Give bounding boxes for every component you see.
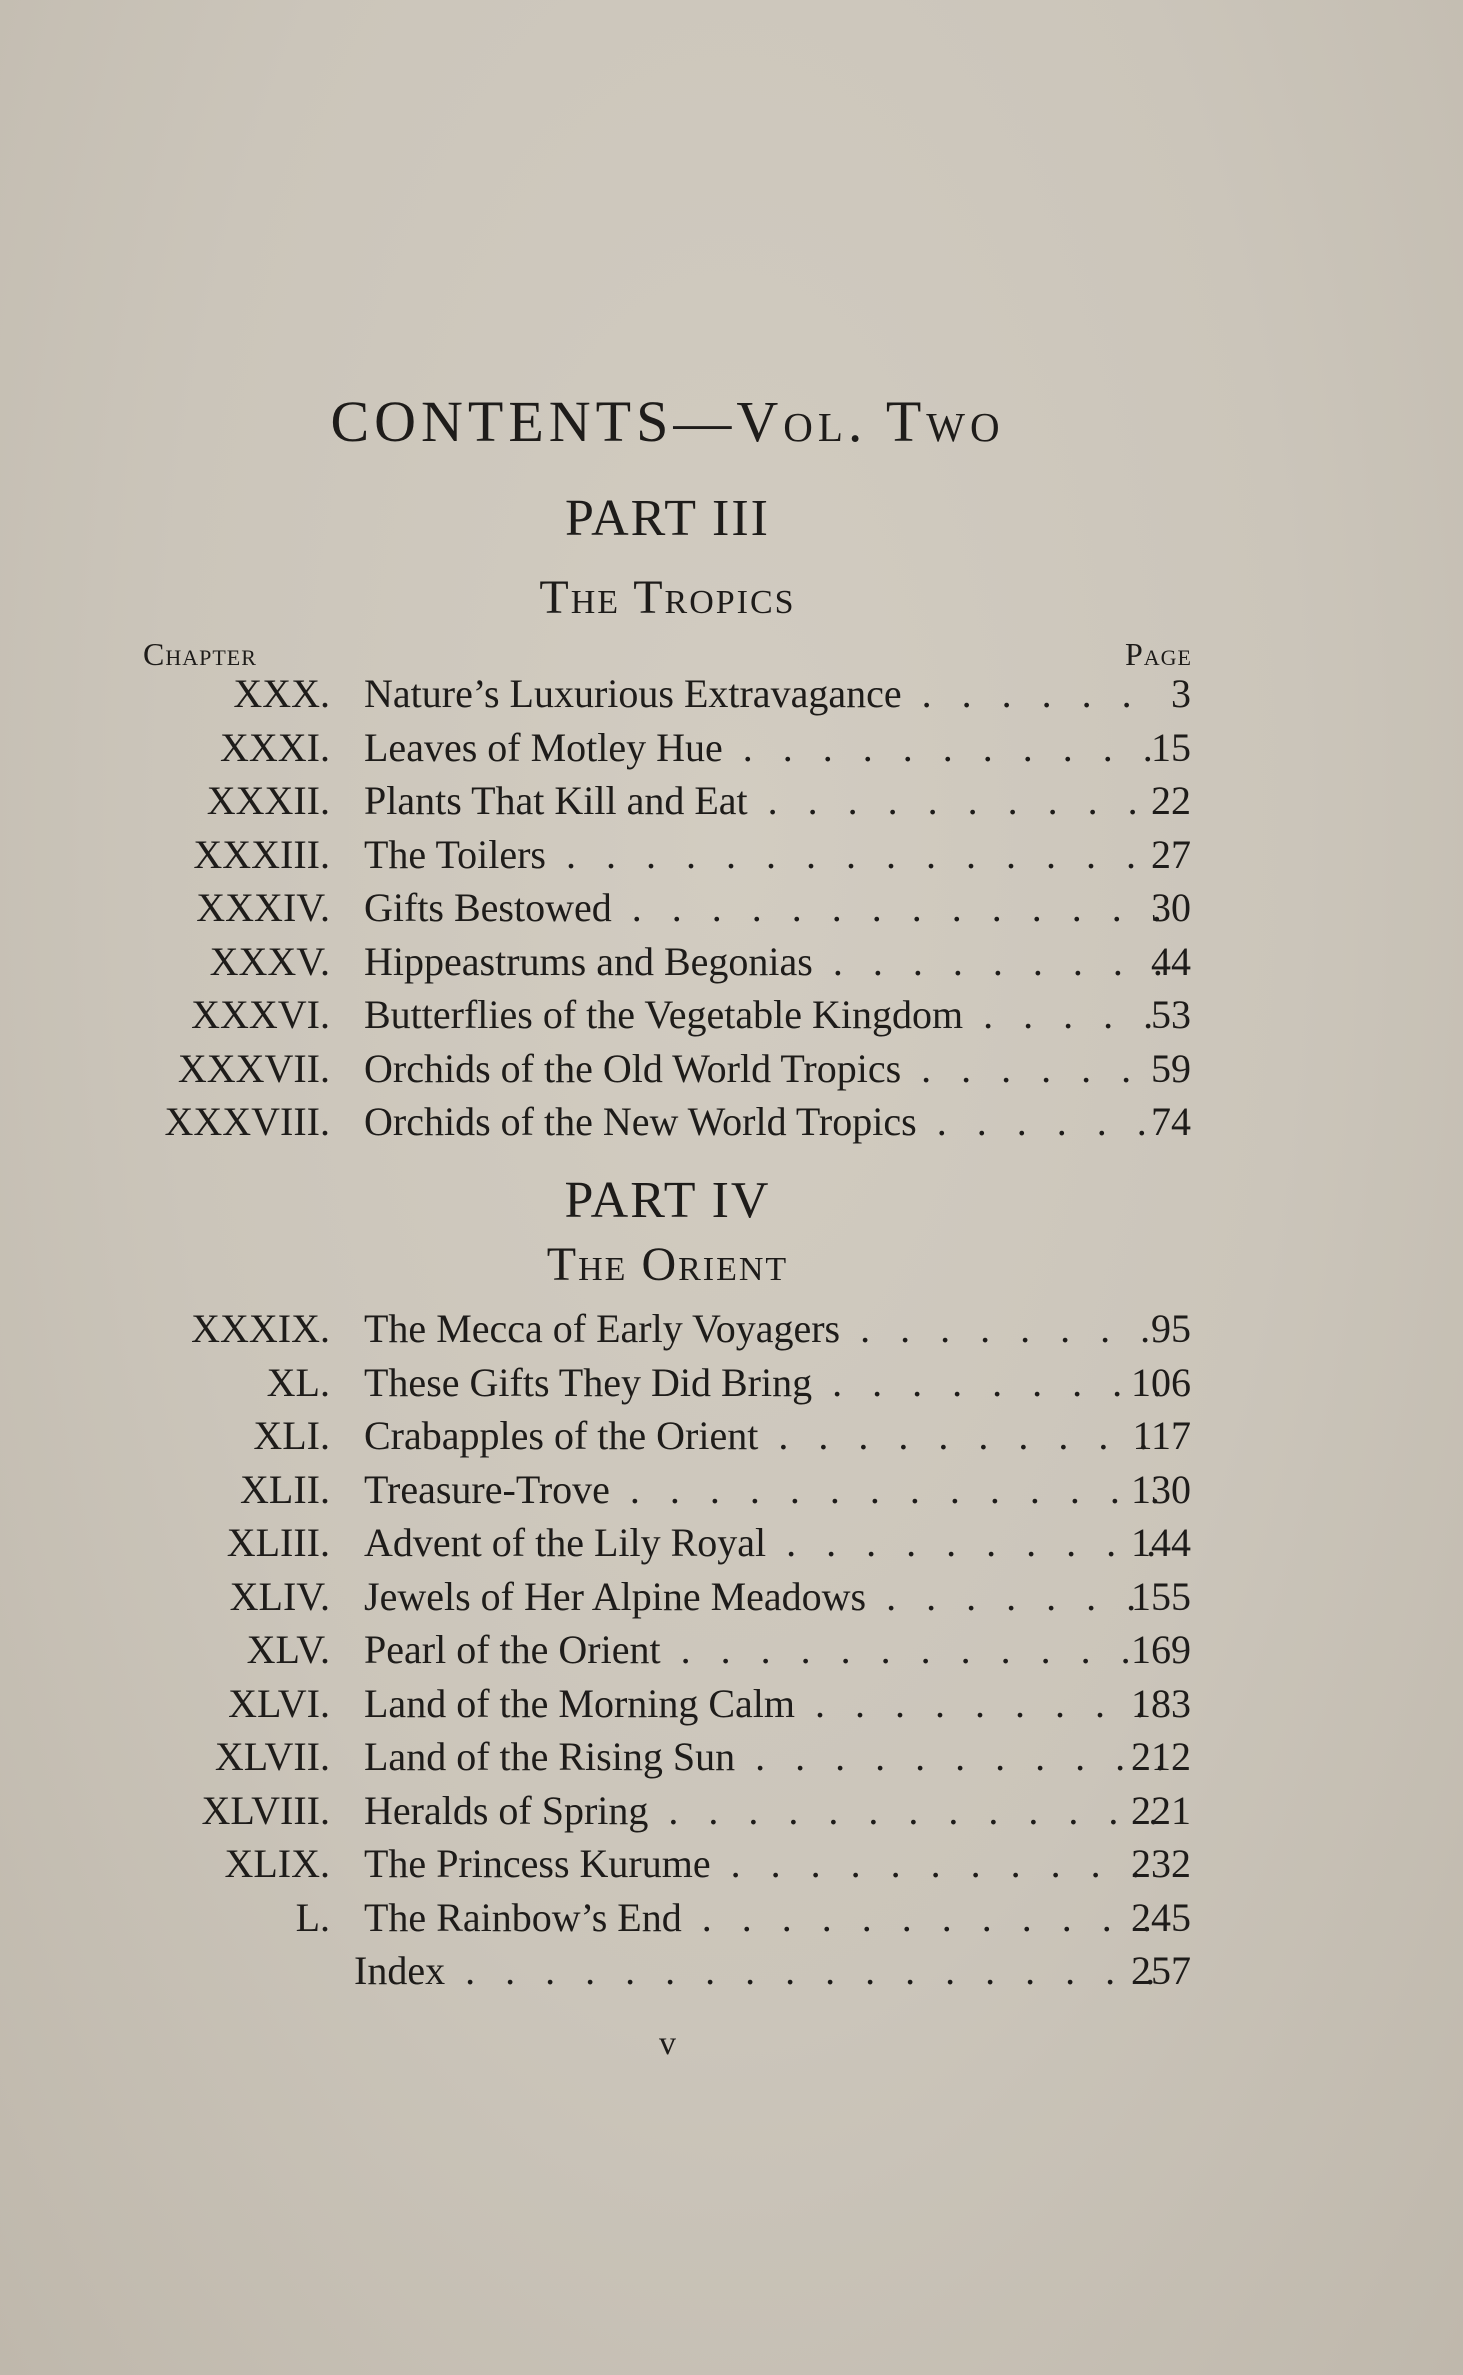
chapter-title: Gifts Bestowed . . xyxy=(364,881,1163,935)
page-column-label: Page xyxy=(1124,636,1192,672)
chapter-title: Heralds of Spring . . xyxy=(364,1784,1163,1838)
chapter-number: XXXIII. xyxy=(193,831,330,877)
part-iii-subtitle: The Tropics xyxy=(539,571,796,624)
part-iv-heading: PART IV xyxy=(564,1172,771,1229)
page-ref: 106 xyxy=(1131,1359,1191,1405)
chapter-number: XXXVI. xyxy=(191,992,330,1037)
page-ref: 221 xyxy=(1131,1787,1191,1833)
chapter-title: Jewels of Her Alpine Meadows . . xyxy=(364,1570,1163,1624)
chapter-title: Advent of the Lily Royal . . xyxy=(364,1516,1163,1570)
page-ref: 117 xyxy=(1132,1413,1191,1458)
chapter-title: Leaves of Motley Hue . . xyxy=(364,721,1163,775)
part-iv-subtitle: The Orient xyxy=(546,1238,789,1291)
chapter-column-label: Chapter xyxy=(143,636,257,672)
chapter-title: Hippeastrums and Begonias . . xyxy=(364,935,1163,989)
toc-entry xyxy=(0,1730,1463,1784)
toc-entry xyxy=(0,1095,1463,1149)
chapter-number: L. xyxy=(295,1894,330,1940)
page-ref: 27 xyxy=(1151,831,1191,877)
toc-entry xyxy=(0,1944,1463,1998)
page-ref: 22 xyxy=(1151,778,1191,823)
chapter-number: XXXI. xyxy=(220,724,330,770)
chapter-number: XLV. xyxy=(246,1627,330,1672)
chapter-title: The Princess Kurume . . xyxy=(364,1837,1163,1891)
page-ref: 245 xyxy=(1131,1894,1191,1940)
toc-entry xyxy=(0,828,1463,882)
page-ref: 44 xyxy=(1151,938,1191,984)
page-ref: 74 xyxy=(1151,1099,1191,1144)
chapter-number: XLII. xyxy=(240,1466,330,1512)
toc-entry xyxy=(0,1042,1463,1096)
toc-entry xyxy=(0,667,1463,721)
page-ref: 183 xyxy=(1131,1680,1191,1726)
chapter-title: The Mecca of Early Voyagers . . xyxy=(364,1302,1163,1356)
chapter-title: Crabapples of the Orient . . xyxy=(364,1409,1163,1463)
page-ref: 144 xyxy=(1131,1520,1191,1565)
chapter-title: Orchids of the New World Tropics . . xyxy=(364,1095,1163,1149)
chapter-title: The Toilers . . xyxy=(364,828,1163,882)
toc-entry xyxy=(0,1837,1463,1891)
chapter-title: Index . . xyxy=(354,1944,1163,1998)
chapter-title: Land of the Rising Sun . . xyxy=(364,1730,1163,1784)
page-ref: 130 xyxy=(1131,1466,1191,1512)
chapter-number: XXX. xyxy=(233,671,330,716)
chapter-title: Land of the Morning Calm . . xyxy=(364,1677,1163,1731)
chapter-title: The Rainbow’s End . . xyxy=(364,1891,1163,1945)
page-ref: 59 xyxy=(1151,1045,1191,1091)
chapter-number: XL. xyxy=(266,1359,330,1405)
chapter-title: Treasure-Trove . . xyxy=(364,1463,1163,1517)
toc-entry xyxy=(0,1463,1463,1517)
page-ref: 232 xyxy=(1131,1841,1191,1886)
chapter-number: XLIX. xyxy=(224,1841,330,1886)
toc-entry xyxy=(0,1516,1463,1570)
toc-entry xyxy=(0,774,1463,828)
chapter-title: Orchids of the Old World Tropics . . xyxy=(364,1042,1163,1096)
chapter-title: Butterflies of the Vegetable Kingdom . . xyxy=(364,988,1163,1042)
page-number: v xyxy=(659,2025,676,2062)
page-ref: 30 xyxy=(1151,885,1191,930)
chapter-number: XXXIX. xyxy=(191,1306,330,1351)
toc-entry xyxy=(0,1623,1463,1677)
page-ref: 212 xyxy=(1131,1734,1191,1779)
page-ref: 169 xyxy=(1131,1627,1191,1672)
toc-entry xyxy=(0,1409,1463,1463)
toc-entry xyxy=(0,1784,1463,1838)
chapter-number: XLIV. xyxy=(229,1573,330,1619)
page-ref: 95 xyxy=(1151,1306,1191,1351)
chapter-number: XLVIII. xyxy=(201,1787,330,1833)
toc-entry xyxy=(0,1570,1463,1624)
toc-entry xyxy=(0,721,1463,775)
page-ref: 3 xyxy=(1171,671,1191,716)
chapter-number: XXXVIII. xyxy=(164,1099,330,1144)
chapter-title: Pearl of the Orient . . xyxy=(364,1623,1163,1677)
chapter-number: XLIII. xyxy=(226,1520,330,1565)
page-ref: 257 xyxy=(1131,1948,1191,1993)
chapter-number: XLVII. xyxy=(214,1734,330,1779)
page-ref: 53 xyxy=(1151,992,1191,1037)
chapter-number: XXXVII. xyxy=(177,1045,330,1091)
toc-entry xyxy=(0,881,1463,935)
toc-entry xyxy=(0,1891,1463,1945)
toc-entry xyxy=(0,1677,1463,1731)
toc-entry xyxy=(0,1302,1463,1356)
page-ref: 15 xyxy=(1151,724,1191,770)
page-ref: 155 xyxy=(1131,1573,1191,1619)
part-iii-heading: PART III xyxy=(564,490,771,547)
chapter-title: Nature’s Luxurious Extravagance . . xyxy=(364,667,1163,721)
chapter-number: XLVI. xyxy=(228,1680,330,1726)
page-title: CONTENTS—Vol. Two xyxy=(330,389,1005,454)
chapter-number: XLI. xyxy=(253,1413,330,1458)
chapter-title: These Gifts They Did Bring . . xyxy=(364,1356,1163,1410)
chapter-number: XXXII. xyxy=(206,778,330,823)
toc-entry xyxy=(0,988,1463,1042)
chapter-title: Plants That Kill and Eat . . xyxy=(364,774,1163,828)
toc-entry xyxy=(0,935,1463,989)
chapter-number: XXXV. xyxy=(209,938,330,984)
chapter-number: XXXIV. xyxy=(196,885,330,930)
toc-entry xyxy=(0,1356,1463,1410)
